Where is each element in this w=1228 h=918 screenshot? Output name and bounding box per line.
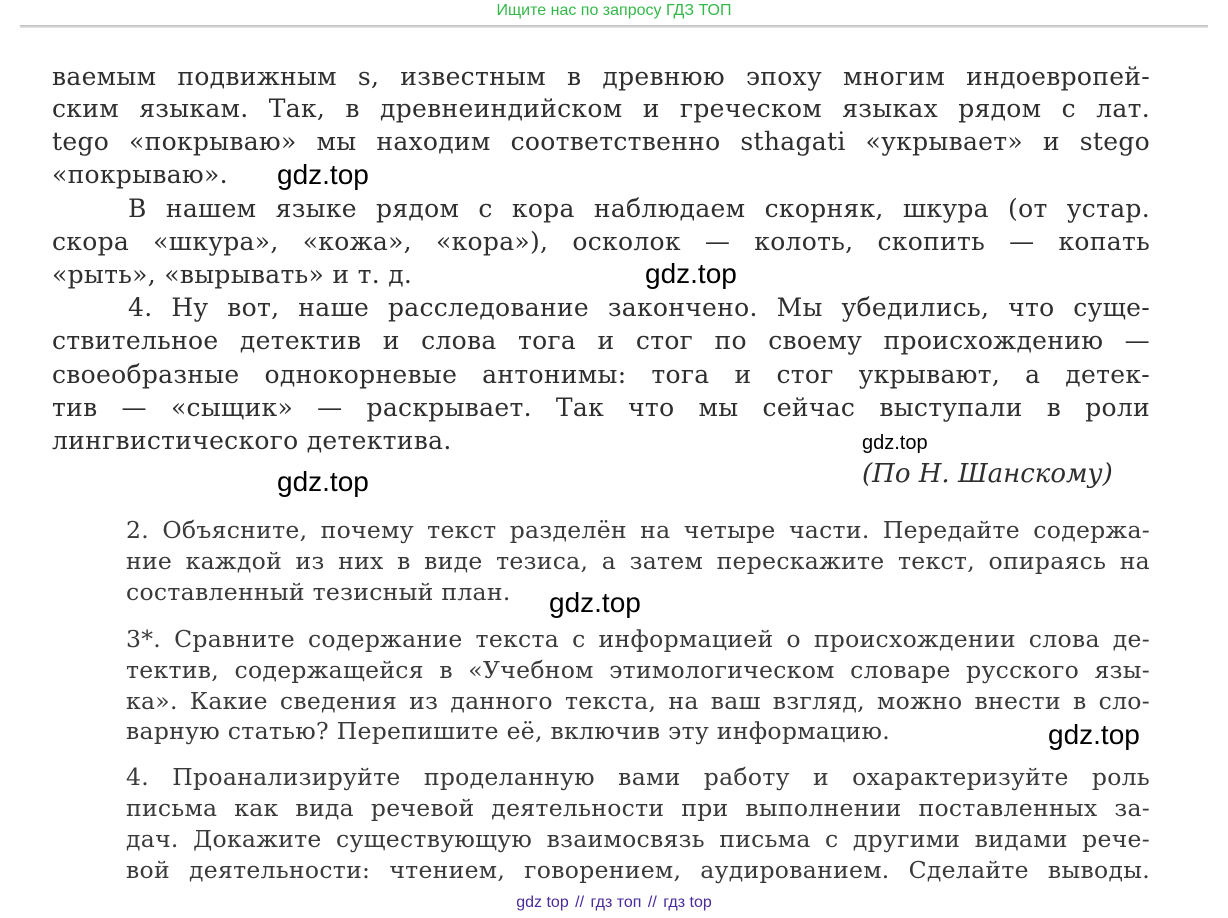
text-line: tego «покрываю» мы находим соответственно sthagati «укрывает» и stego [52,127,1150,156]
task-line: 3*. Сравните содержание текста с информацией о происхождении слова де- [126,625,1150,653]
task-line: 4. Проанализируйте проделанную вами работу и охарактеризуйте роль [126,763,1150,791]
footer-link[interactable]: гдз top [663,894,712,911]
watermark: gdz.top [862,432,928,454]
footer-links [0,892,1228,914]
task-line: варную статью? Перепишите её, включив эту информацию. [126,717,890,745]
text-line: скора «шкура», «кожа», «кора»), осколок — колоть, скопить — копать [52,227,1150,256]
watermark: gdz.top [645,258,737,289]
task-line: тектив, содержащейся в «Учебном этимологическом словаре русского язы- [126,656,1150,684]
text-line: В нашем языке рядом с кора наблюдаем скорняк, шкура (от устар. [128,194,1150,223]
text-line: ваемым подвижным s, известным в древнюю эпоху многим индоевропей- [52,62,1150,91]
footer-link[interactable]: гдз топ [590,894,642,911]
footer-separator: // [647,894,657,911]
watermark: gdz.top [277,159,369,190]
task-line: дач. Докажите существующую взаимосвязь письма с другими видами рече- [126,825,1150,853]
footer-link[interactable]: gdz top [516,894,569,911]
task-line: 2. Объясните, почему текст разделён на четыре части. Передайте содержа- [126,516,1150,544]
task-line: ние каждой из них в виде тезиса, а затем перескажите текст, опираясь на [126,547,1150,575]
text-line: «покрываю». [52,160,228,189]
search-hint-banner: Ищите нас по запросу ГДЗ ТОП [496,2,732,19]
text-line: своеобразные однокорневые антонимы: тога и стог укрывают, а детек- [52,360,1150,389]
header-divider [20,25,1208,28]
task-line: письма как вида речевой деятельности при выполнении поставленных за- [126,794,1150,822]
text-line: 4. Ну вот, наше расследование закончено. Мы убедились, что суще- [128,293,1150,322]
watermark: gdz.top [277,466,369,497]
task-line: вой деятельности: чтением, говорением, аудированием. Сделайте выводы. [126,856,1150,884]
text-line: тив — «сыщик» — раскрывает. Так что мы сейчас выступали в роли [52,393,1150,422]
text-line: «рыть», «вырывать» и т. д. [52,260,413,289]
task-line: составленный тезисный план. [126,578,511,606]
watermark: gdz.top [1048,719,1140,750]
text-line: ствительное детектив и слова тога и стог по своему происхождению — [52,326,1150,355]
watermark: gdz.top [549,587,641,618]
task-line: ка». Какие сведения из данного текста, на ваш взгляд, можно внести в сло- [126,687,1150,715]
text-line: ским языкам. Так, в древнеиндийском и греческом языках рядом с лат. [52,94,1150,123]
source-attribution: (По Н. Шанскому) [862,459,1113,489]
footer-separator: // [575,894,585,911]
text-line: лингвистического детектива. [52,426,452,455]
